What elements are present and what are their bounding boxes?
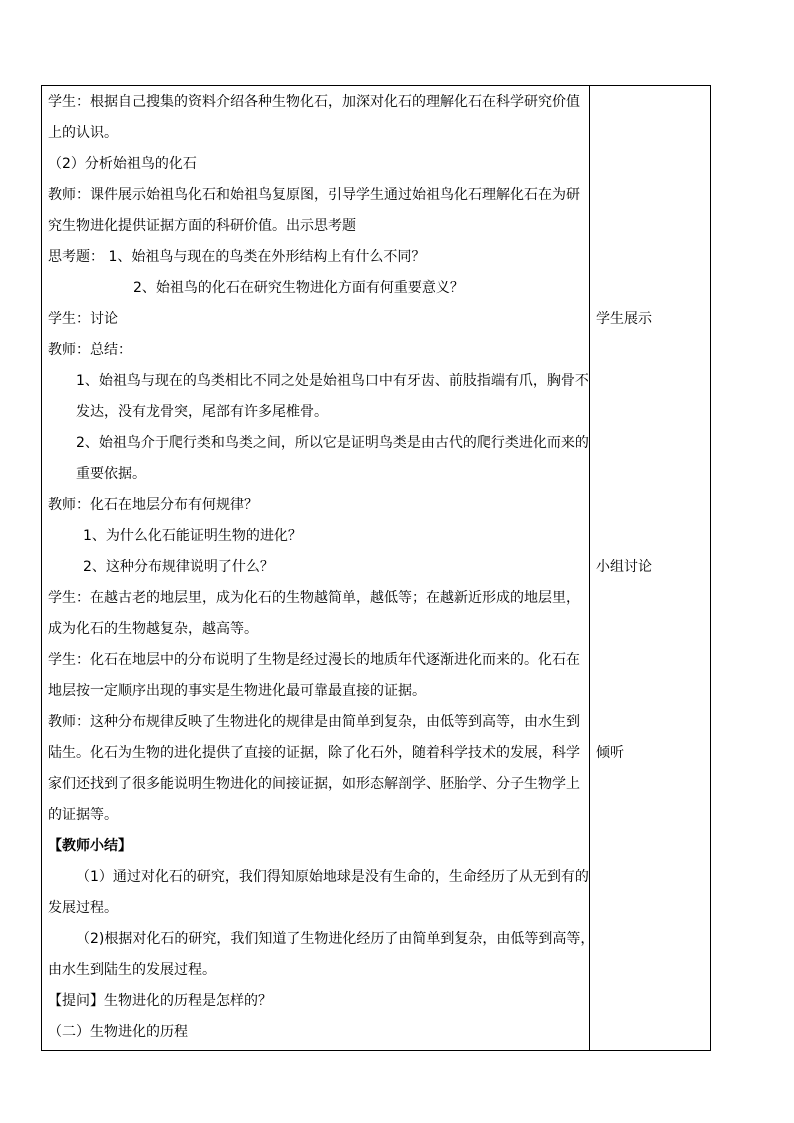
text-line: 学生：在越古老的地层里，成为化石的生物越简单，越低等；在越新近形成的地层里， xyxy=(48,590,580,606)
lesson-table xyxy=(41,85,711,1051)
text-line: 学生：化石在地层中的分布说明了生物是经过漫长的地质年代逐渐进化而来的。化石在 xyxy=(48,652,580,668)
text-line: 2、这种分布规律说明了什么？ xyxy=(83,559,274,575)
text-line: 成为化石的生物越复杂，越高等。 xyxy=(48,621,258,637)
text-line: 由水生到陆生的发展过程。 xyxy=(48,962,216,978)
text-line: 【提问】生物进化的历程是怎样的？ xyxy=(48,993,272,1009)
text-line: 陆生。化石为生物的进化提供了直接的证据，除了化石外，随着科学技术的发展，科学 xyxy=(48,745,580,761)
text-line: 学生：根据自己搜集的资料介绍各种生物化石，加深对化石的理解化石在科学研究价值 xyxy=(48,94,580,110)
text-line: 地层按一定顺序出现的事实是生物进化最可靠最直接的证据。 xyxy=(48,683,426,699)
text-line: 教师：总结： xyxy=(48,342,132,358)
text-line: 家们还找到了很多能说明生物进化的间接证据，如形态解剖学、胚胎学、分子生物学上 xyxy=(48,776,580,792)
text-line: 1、始祖鸟与现在的鸟类相比不同之处是始祖鸟口中有牙齿、前肢指端有爪，胸骨不 xyxy=(76,373,589,389)
activity-note: 倾听 xyxy=(596,745,624,761)
text-line: 学生：讨论 xyxy=(48,311,118,327)
activity-note: 学生展示 xyxy=(596,311,652,327)
text-line: 上的认识。 xyxy=(48,125,118,141)
text-line: 教师：课件展示始祖鸟化石和始祖鸟复原图，引导学生通过始祖鸟化石理解化石在为研 xyxy=(48,187,580,203)
text-line: （1）通过对化石的研究，我们得知原始地球是没有生命的，生命经历了从无到有的 xyxy=(76,869,589,885)
section-heading: 【教师小结】 xyxy=(48,838,132,854)
text-line: 2、始祖鸟介于爬行类和鸟类之间，所以它是证明鸟类是由古代的爬行类进化而来的 xyxy=(76,435,589,451)
text-line: （2）分析始祖鸟的化石 xyxy=(48,156,197,172)
text-line: 发达，没有龙骨突，尾部有许多尾椎骨。 xyxy=(76,404,328,420)
text-line: 教师：这种分布规律反映了生物进化的规律是由简单到复杂，由低等到高等，由水生到 xyxy=(48,714,580,730)
text-line: 思考题： 1、始祖鸟与现在的鸟类在外形结构上有什么不同？ xyxy=(48,249,426,265)
text-line: 教师：化石在地层分布有何规律？ xyxy=(48,497,258,513)
text-line: 1、为什么化石能证明生物的进化？ xyxy=(83,528,302,544)
text-line: 究生物进化提供证据方面的科研价值。出示思考题 xyxy=(48,218,356,234)
text-line: （二）生物进化的历程 xyxy=(48,1024,188,1040)
text-line: 重要依据。 xyxy=(76,466,146,482)
text-line: （2)根据对化石的研究，我们知道了生物进化经历了由简单到复杂，由低等到高等， xyxy=(76,931,595,947)
column-divider xyxy=(589,86,590,1050)
activity-note: 小组讨论 xyxy=(596,559,652,575)
text-line: 的证据等。 xyxy=(48,807,118,823)
text-line: 发展过程。 xyxy=(48,900,118,916)
text-line: 2、始祖鸟的化石在研究生物进化方面有何重要意义？ xyxy=(133,280,464,296)
